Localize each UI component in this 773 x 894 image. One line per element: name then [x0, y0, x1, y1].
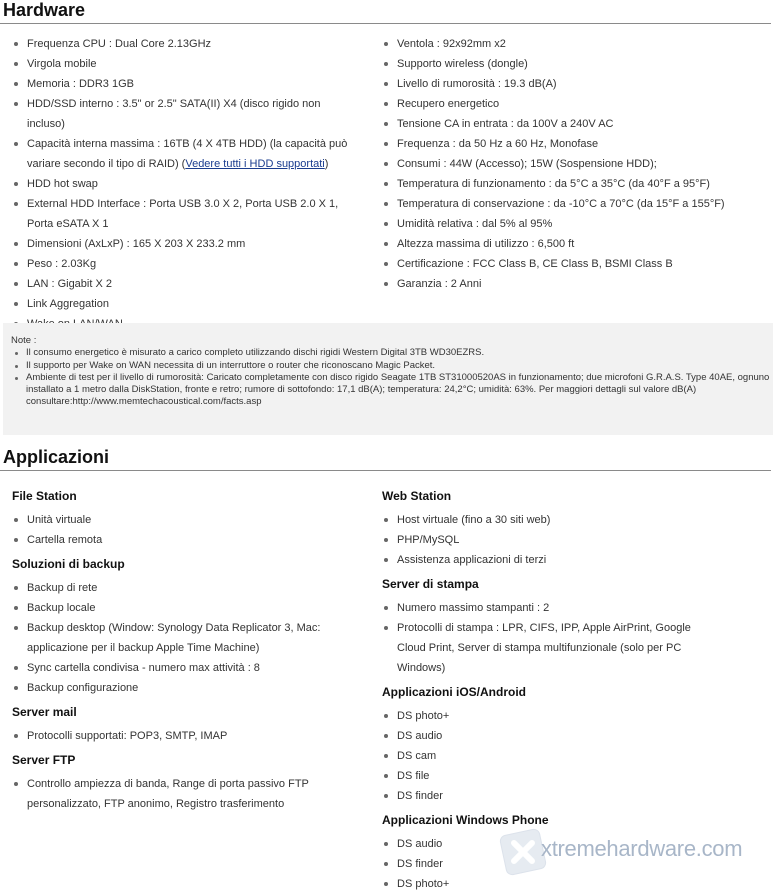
list-item: DS file	[382, 766, 722, 786]
list-item: Virgola mobile	[12, 54, 357, 74]
list-item: Backup di rete	[12, 578, 357, 598]
notes-list	[11, 347, 770, 408]
list-item: Garanzia : 2 Anni	[382, 274, 767, 294]
list-item: Recupero energetico	[382, 94, 767, 114]
applications-left-list	[12, 486, 357, 814]
applicazioni-title: Applicazioni	[3, 447, 110, 467]
list-item: Sync cartella condivisa - numero max attività : 8	[12, 658, 357, 678]
list-item: Controllo ampiezza di banda, Range di porta passivo FTP personalizzato, FTP anonimo, Registro trasferimento	[12, 774, 357, 814]
list-item: Peso : 2.03Kg	[12, 254, 357, 274]
capacity-suffix: )	[324, 158, 329, 170]
ftp-server-heading: Server FTP	[12, 753, 76, 767]
notes-label: Note :	[11, 335, 37, 346]
list-item	[12, 134, 357, 174]
backup-heading: Soluzioni di backup	[12, 557, 125, 571]
list-item: LAN : Gigabit X 2	[12, 274, 357, 294]
applicazioni-divider	[0, 470, 771, 471]
list-item: HDD/SSD interno : 3.5" or 2.5" SATA(II) X4 (disco rigido non incluso)	[12, 94, 357, 134]
list-item: PHP/MySQL	[382, 530, 722, 550]
list-item: Host virtuale (fino a 30 siti web)	[382, 510, 722, 530]
watermark-text: xtremehardware.com	[541, 836, 743, 861]
note-item: Ambiente di test per il livello di rumorosità: Caricato completamente con disco rigido Seagate 1TB ST31000520AS in funzionamento; due microfoni G.R.A.S. Type 40AE, ognuno installato a 1 metro dalla DiskStation, fronte e retro; rumore di sottofondo: 17,1 dB(A); temperatura: 24,2°C; umidità: 63%. Per maggiori dettagli sul valore dB(A) consultare:http://www.memtechacoustical.com/facts.asp	[11, 372, 770, 409]
list-item: Backup configurazione	[12, 678, 357, 698]
list-item: Link Aggregation	[12, 294, 357, 314]
list-item: Cartella remota	[12, 530, 357, 550]
list-item: Altezza massima di utilizzo : 6,500 ft	[382, 234, 767, 254]
list-item: DS photo+	[382, 874, 722, 894]
list-item: Frequenza : da 50 Hz a 60 Hz, Monofase	[382, 134, 767, 154]
list-item: Supporto wireless (dongle)	[382, 54, 767, 74]
windows-phone-heading: Applicazioni Windows Phone	[382, 813, 549, 827]
list-item: Numero massimo stampanti : 2	[382, 598, 722, 618]
capacity-text: Capacità interna massima : 16TB (4 X 4TB HDD) (la capacità può variare secondo il tipo di RAID) (	[27, 138, 348, 170]
list-item: DS cam	[382, 746, 722, 766]
ios-android-heading: Applicazioni iOS/Android	[382, 685, 526, 699]
list-item: Temperatura di conservazione : da -10°C a 70°C (da 15°F a 155°F)	[382, 194, 767, 214]
hardware-left-list	[12, 34, 357, 334]
list-item: Memoria : DDR3 1GB	[12, 74, 357, 94]
list-item: HDD hot swap	[12, 174, 357, 194]
file-station-heading: File Station	[12, 489, 77, 503]
watermark	[497, 822, 747, 884]
list-item: Livello di rumorosità : 19.3 dB(A)	[382, 74, 767, 94]
list-item: Consumi : 44W (Accesso); 15W (Sospensione HDD);	[382, 154, 767, 174]
list-item: DS finder	[382, 854, 722, 874]
list-item: Backup desktop (Window: Synology Data Replicator 3, Mac: applicazione per il backup Apple Time Machine)	[12, 618, 357, 658]
supported-hdd-link[interactable]: Vedere tutti i HDD supportati	[185, 158, 325, 170]
list-item: Protocolli di stampa : LPR, CIFS, IPP, Apple AirPrint, Google Cloud Print, Server di stampa multifunzionale (solo per PC Windows)	[382, 618, 722, 678]
list-item: DS photo+	[382, 706, 722, 726]
list-item: DS finder	[382, 786, 722, 806]
notes-box	[3, 323, 773, 435]
hardware-right-list	[382, 34, 767, 294]
mail-server-heading: Server mail	[12, 705, 77, 719]
list-item: Certificazione : FCC Class B, CE Class B, BSMI Class B	[382, 254, 767, 274]
list-item: Backup locale	[12, 598, 357, 618]
hardware-title: Hardware	[3, 0, 86, 20]
list-item: Umidità relativa : dal 5% al 95%	[382, 214, 767, 234]
list-item: Ventola : 92x92mm x2	[382, 34, 767, 54]
list-item: Tensione CA in entrata : da 100V a 240V AC	[382, 114, 767, 134]
note-item: Il consumo energetico è misurato a carico completo utilizzando dischi rigidi Western Digital 3TB WD30EZRS.	[11, 347, 770, 359]
list-item: Assistenza applicazioni di terzi	[382, 550, 722, 570]
list-item: Temperatura di funzionamento : da 5°C a 35°C (da 40°F a 95°F)	[382, 174, 767, 194]
web-station-heading: Web Station	[382, 489, 452, 503]
list-item: DS audio	[382, 834, 722, 854]
list-item: Unità virtuale	[12, 510, 357, 530]
list-item: External HDD Interface : Porta USB 3.0 X 2, Porta USB 2.0 X 1, Porta eSATA X 1	[12, 194, 357, 234]
list-item: Frequenza CPU : Dual Core 2.13GHz	[12, 34, 357, 54]
list-item: Protocolli supportati: POP3, SMTP, IMAP	[12, 726, 357, 746]
list-item: Dimensioni (AxLxP) : 165 X 203 X 233.2 mm	[12, 234, 357, 254]
note-item: Il supporto per Wake on WAN necessita di un interruttore o router che riconoscano Magic Packet.	[11, 360, 770, 372]
print-server-heading: Server di stampa	[382, 577, 479, 591]
hardware-divider	[0, 23, 771, 24]
list-item: DS audio	[382, 726, 722, 746]
